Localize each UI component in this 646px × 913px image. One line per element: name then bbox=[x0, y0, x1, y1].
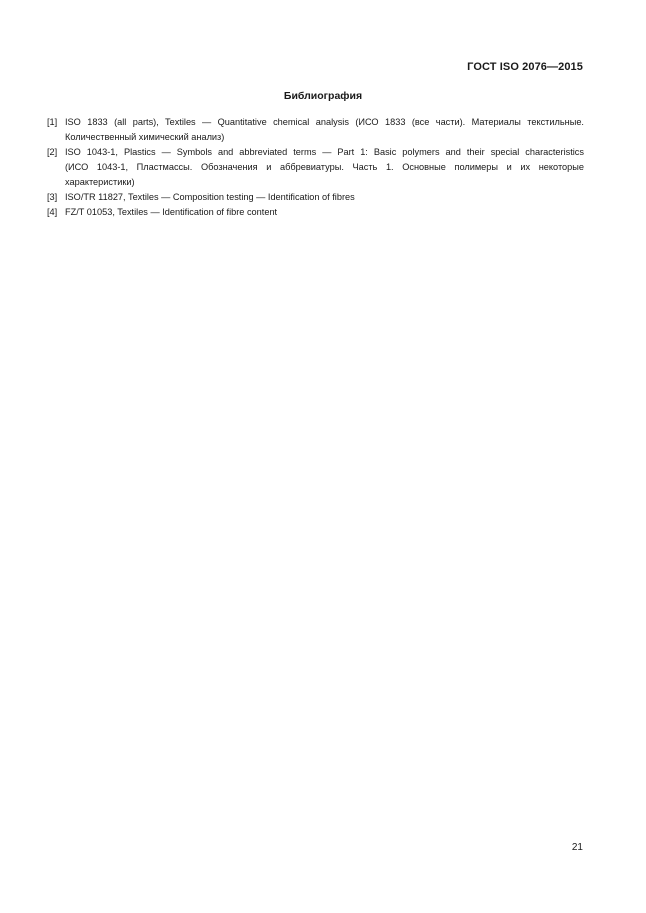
bibliography-entry-line: характеристики) bbox=[65, 177, 135, 187]
bibliography-entry-4 bbox=[47, 205, 584, 220]
bibliography-entry-text bbox=[65, 145, 584, 190]
bibliography-entry-3 bbox=[47, 190, 584, 205]
bibliography-entry-text bbox=[65, 205, 584, 220]
document-standard-id: ГОСТ ISO 2076—2015 bbox=[467, 61, 583, 73]
bibliography-entry-text bbox=[65, 190, 584, 205]
bibliography-list bbox=[47, 115, 584, 220]
bibliography-entry-2 bbox=[47, 145, 584, 190]
page-number: 21 bbox=[571, 842, 583, 853]
bibliography-entry-text bbox=[65, 115, 584, 145]
bibliography-entry-line: ISO/TR 11827, Textiles — Composition testing — Identification of fibres bbox=[65, 192, 355, 202]
bibliography-entry-line: ISO 1043-1, Plastics — Symbols and abbreviated terms — Part 1: Basic polymers and their special characteristics bbox=[65, 147, 584, 157]
bibliography-entry-line: Количественный химический анализ) bbox=[65, 132, 225, 142]
bibliography-entry-1 bbox=[47, 115, 584, 145]
bibliography-entry-number: [4] bbox=[47, 207, 58, 217]
bibliography-entry-line: FZ/T 01053, Textiles — Identification of fibre content bbox=[65, 207, 278, 217]
bibliography-entry-line: ISO 1833 (all parts), Textiles — Quantitative chemical analysis (ИСО 1833 (все части). Материалы текстильные. bbox=[65, 117, 584, 127]
bibliography-entry-number: [1] bbox=[47, 117, 58, 127]
bibliography-entry-number: [3] bbox=[47, 192, 58, 202]
bibliography-entry-number: [2] bbox=[47, 147, 58, 157]
section-title: Библиография bbox=[283, 90, 363, 102]
bibliography-entry-line: (ИСО 1043-1, Пластмассы. Обозначения и аббревиатуры. Часть 1. Основные полимеры и их некоторые bbox=[65, 162, 584, 172]
